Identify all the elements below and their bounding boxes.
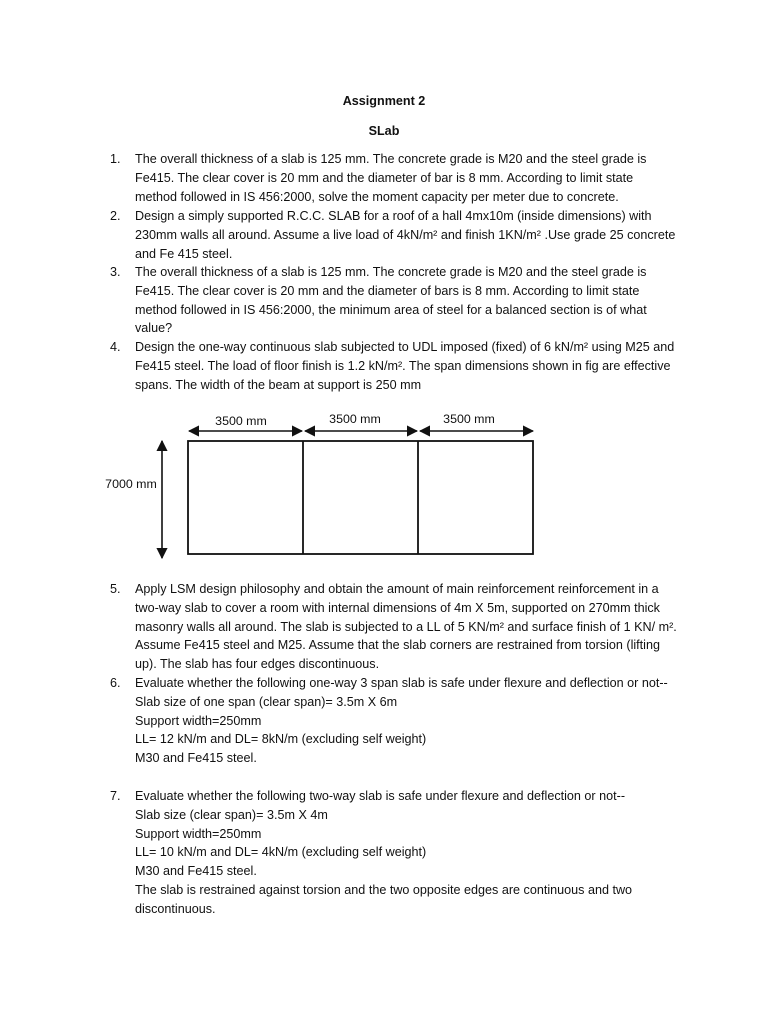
question-number: 7. [110,789,121,803]
question-line: method followed in IS 456:2000, solve the moment capacity per meter due to concrete. [135,189,619,204]
assignment-subtitle: SLab [368,124,400,138]
question-line: 230mm walls all around. Assume a live load of 4kN/m² and finish 1KN/m² .Use grade 25 concrete [135,227,676,242]
question-number: 4. [110,340,121,354]
question-4 [110,338,690,394]
question-number: 1. [110,152,121,166]
question-line: Evaluate whether the following one-way 3 span slab is safe under flexure and deflection or not-- [135,676,668,690]
question-line: The overall thickness of a slab is 125 mm. The concrete grade is M20 and the steel grade is [135,152,647,166]
question-line: Support width=250mm [135,826,262,841]
slab-outline [188,441,533,554]
question-number: 5. [110,582,121,596]
question-line: LL= 10 kN/m and DL= 4kN/m (excluding self weight) [135,845,427,860]
question-7 [110,787,690,919]
question-line: Apply LSM design philosophy and obtain the amount of main reinforcement reinforcement in a [135,582,659,596]
question-line: two-way slab to cover a room with internal dimensions of 4m X 5m, supported on 270mm thick [135,600,660,615]
question-line: Fe415. The clear cover is 20 mm and the diameter of bars is 8 mm. According to limit state [135,283,640,298]
question-1 [110,150,690,206]
question-line: discontinuous. [135,901,216,916]
span-label-3: 3500 mm [443,412,495,426]
question-line: LL= 12 kN/m and DL= 8kN/m (excluding self weight) [135,732,427,747]
question-line: The slab is restrained against torsion and the two opposite edges are continuous and two [135,882,633,897]
question-line: M30 and Fe415 steel. [135,864,257,879]
slab-span-diagram [0,400,768,570]
question-line: value? [135,321,173,336]
question-5 [110,580,690,674]
question-line: Support width=250mm [135,713,262,728]
question-line: and Fe 415 steel. [135,246,233,261]
question-line: Assume Fe415 steel and M25. Assume that the slab corners are restrained from torsion (lifting [135,638,660,653]
question-number: 2. [110,209,121,223]
question-line: Design the one-way continuous slab subjected to UDL imposed (fixed) of 6 kN/m² using M25 and [135,340,675,354]
question-number: 6. [110,676,121,690]
question-line: masonry walls all around. The slab is subjected to a LL of 5 KN/m² and surface finish of 1 KN/ m². [135,619,677,634]
question-line: Fe415. The clear cover is 20 mm and the diameter of bar is 8 mm. According to limit state [135,170,634,185]
height-label: 7000 mm [105,477,157,491]
span-label-1: 3500 mm [215,414,267,428]
question-2 [110,207,690,263]
span-label-2: 3500 mm [329,412,381,426]
question-line: Evaluate whether the following two-way slab is safe under flexure and deflection or not-- [135,789,626,803]
question-line: Fe415 steel. The load of floor finish is 1.2 kN/m². The span dimensions shown in fig are effective [135,358,671,373]
question-line: Design a simply supported R.C.C. SLAB for a roof of a hall 4mx10m (inside dimensions) with [135,209,652,223]
assignment-title: Assignment 2 [342,94,426,108]
question-line: method followed in IS 456:2000, the minimum area of steel for a balanced section is of what [135,302,647,317]
question-6 [110,674,690,768]
question-line: up). The slab has four edges discontinuous. [135,657,380,672]
question-3 [110,263,690,338]
question-number: 3. [110,265,121,279]
question-line: Slab size (clear span)= 3.5m X 4m [135,807,328,822]
question-line: M30 and Fe415 steel. [135,751,257,766]
question-line: Slab size of one span (clear span)= 3.5m X 6m [135,694,398,709]
question-line: spans. The width of the beam at support is 250 mm [135,377,422,392]
question-line: The overall thickness of a slab is 125 mm. The concrete grade is M20 and the steel grade is [135,265,647,279]
